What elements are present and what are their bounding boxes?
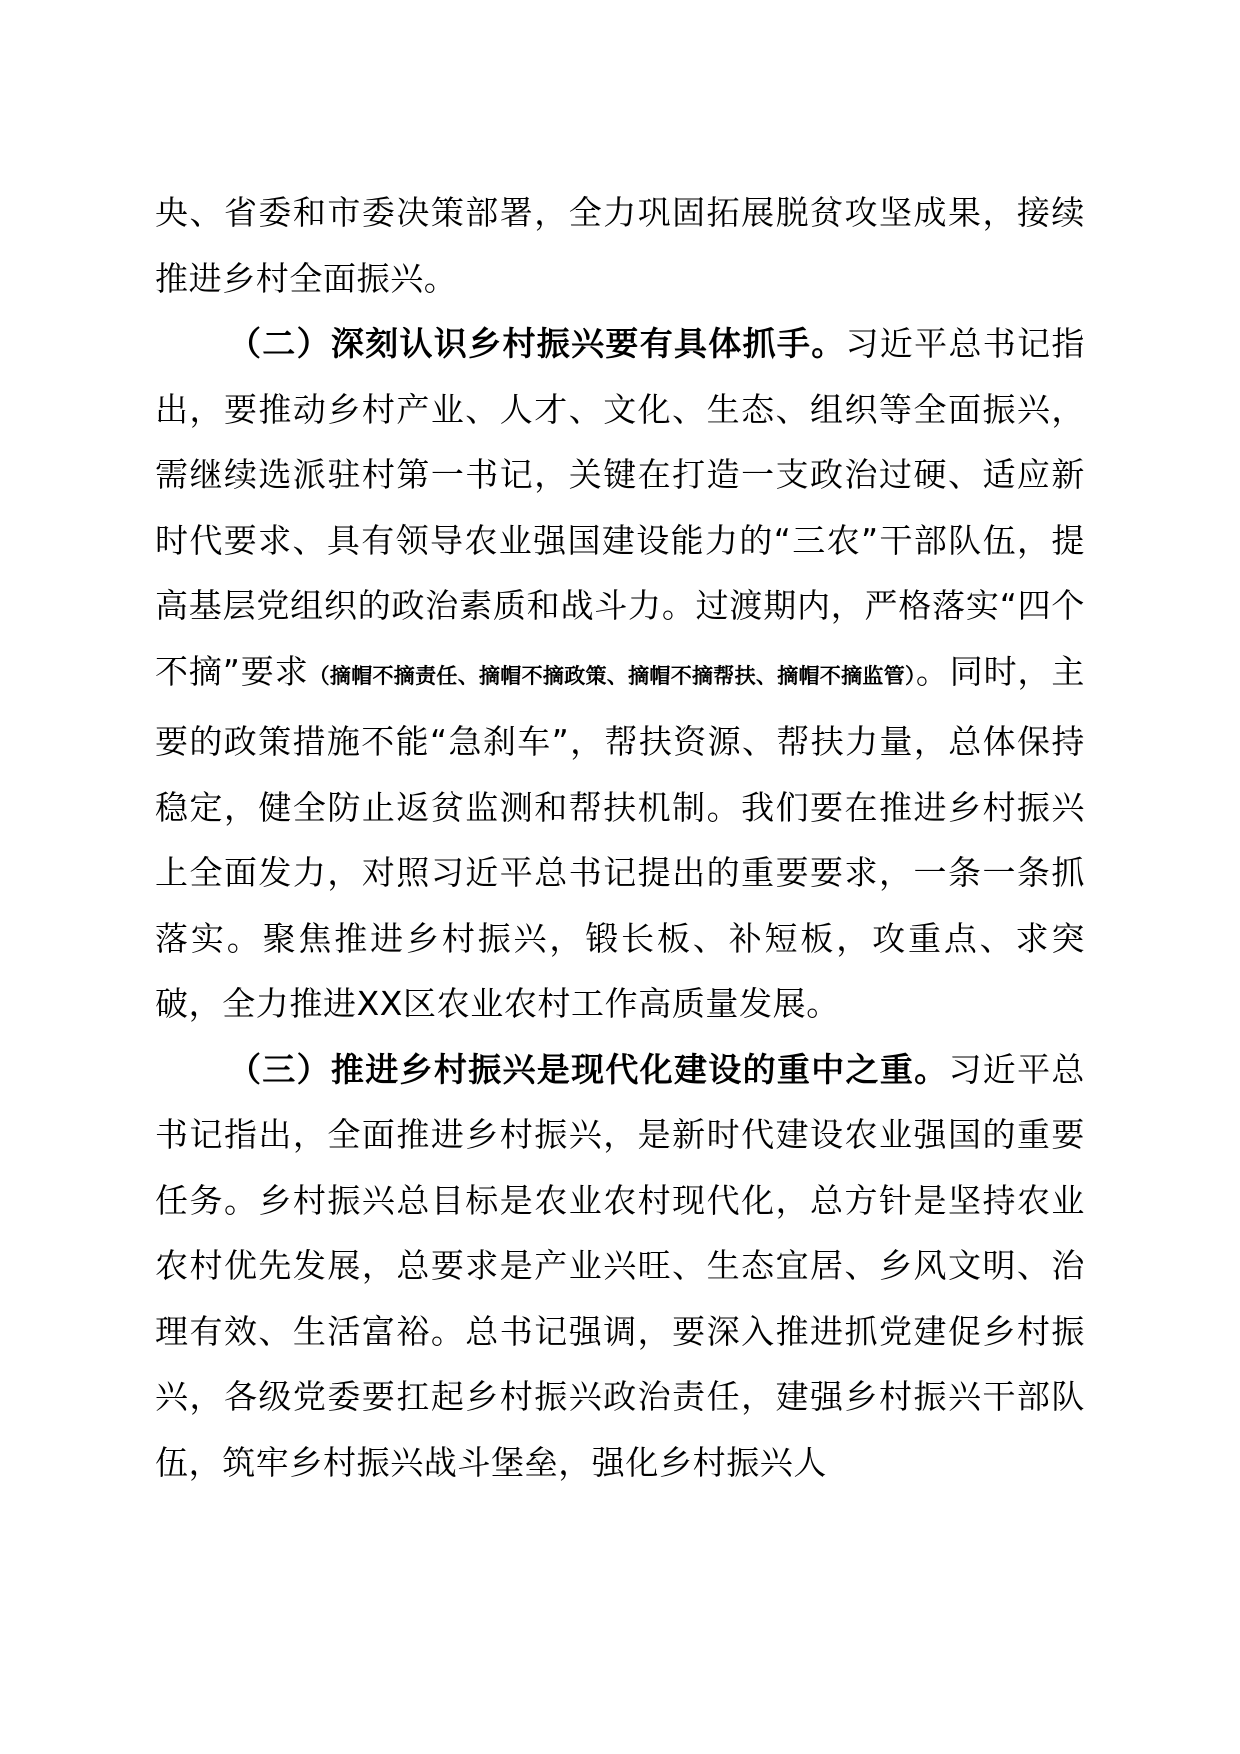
paragraph-text: 。同时，主要的政策措施不能“急刹车”，帮扶资源、帮扶力量，总体保持稳定，健全防止返贫监测和帮扶机制。我们要在推进乡村振兴上全面发力，对照习近平总书记提出的重要要求，一条一条抓落实。聚焦推进乡村振兴，锻长板、补短板，攻重点、求突破，全力推进XX区农业农村工作高质量发展。 [155,651,1086,1023]
paragraph-text: 习近平总书记指出，要推动乡村产业、人才、文化、生态、组织等全面振兴，需继续选派驻村第一书记，关键在打造一支政治过硬、适应新时代要求、具有领导农业强国建设能力的“三农”干部队伍，提高基层党组织的政治素质和战斗力。过渡期内，严格落实“四个不摘”要求 [155,324,1085,691]
section-heading: （三）推进乡村振兴是现代化建设的重中之重。 [228,1049,949,1089]
section-heading: （二）深刻认识乡村振兴要有具体抓手。 [228,324,846,363]
paragraph-continuation [155,180,1085,311]
paragraph-text: 习近平总书记指出，全面推进乡村振兴，是新时代建设农业强国的重要任务。乡村振兴总目标是农业农村现代化，总方针是坚持农业农村优先发展，总要求是产业兴旺、生态宜居、乡风文明、治理有效、生活富裕。总书记强调，要深入推进抓党建促乡村振兴，各级党委要扛起乡村振兴政治责任，建强乡村振兴干部队伍，筑牢乡村振兴战斗堡垒，强化乡村振兴人 [155,1049,1085,1482]
paragraph-section-three [155,1037,1085,1496]
paragraph-text: 央、省委和市委决策部署，全力巩固拓展脱贫攻坚成果，接续推进乡村全面振兴。 [155,193,1085,298]
document-body [155,180,1085,1495]
paragraph-section-two [155,311,1085,1037]
parenthetical-note: （摘帽不摘责任、摘帽不摘政策、摘帽不摘帮扶、摘帽不摘监管） [308,663,916,688]
